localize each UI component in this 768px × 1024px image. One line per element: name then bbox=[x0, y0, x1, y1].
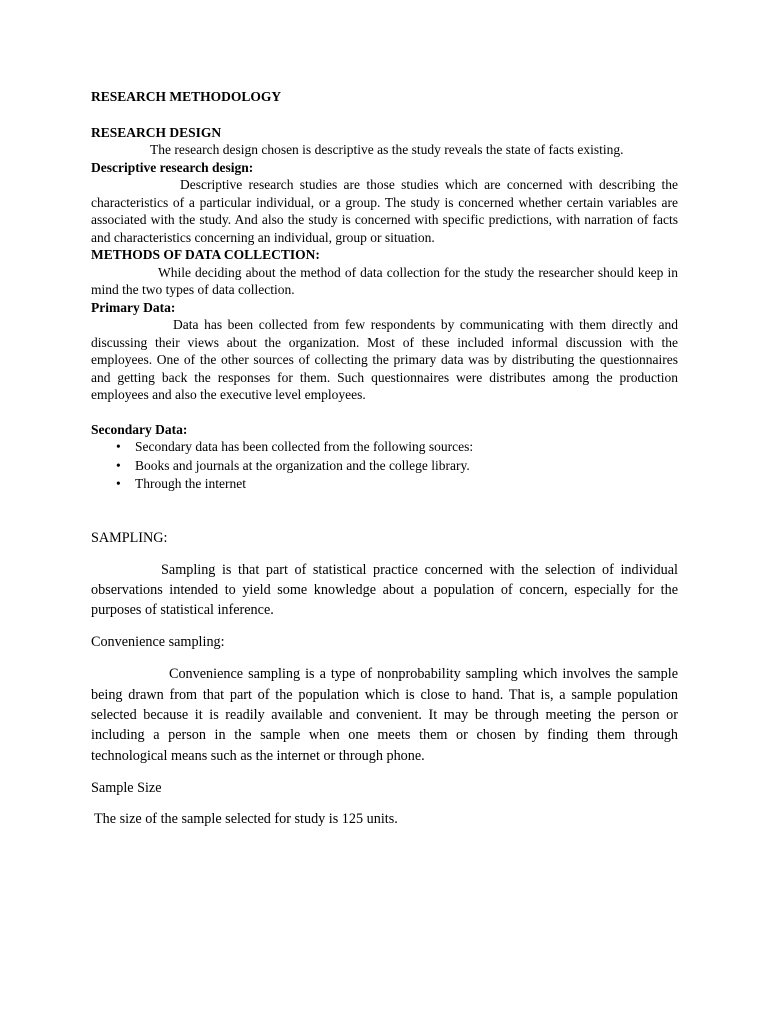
sample-size-heading: Sample Size bbox=[91, 779, 162, 796]
list-item: • Through the internet bbox=[91, 475, 678, 494]
research-design-heading: RESEARCH DESIGN bbox=[91, 124, 222, 140]
sampling-text: Sampling is that part of statistical practice concerned with the selection of individual observations intended to yield some knowledge about a population of concern, especially for the purposes of statistical inference. bbox=[91, 561, 678, 619]
sampling-heading: SAMPLING: bbox=[91, 529, 168, 546]
methods-text: While deciding about the method of data collection for the study the researcher should keep in mind the two types of data collection. bbox=[91, 264, 678, 297]
primary-text: Data has been collected from few respondents by communicating with them directly and discussing their views about the organization. Most of these included informal discussion with the employees. One of the other sources of collecting the primary data was by distributing the questionnaires and getting back the responses for them. Such questionnaires were distributes among the production employees and also the executive level employees. bbox=[91, 317, 678, 402]
sample-size-text: The size of the sample selected for study is 125 units. bbox=[94, 810, 398, 827]
convenience-heading: Convenience sampling: bbox=[91, 634, 225, 651]
list-item: • Secondary data has been collected from the following sources: bbox=[91, 438, 678, 457]
convenience-text: Convenience sampling is a type of nonprobability sampling which involves the sample being drawn from that part of the population which is close to hand. That is, a sample population selected because it is readily available and convenient. It may be through meeting the person or including a person in the sample when one meets them or chosen by finding them through technological means such as the internet or through phone. bbox=[91, 666, 678, 764]
doc-title: RESEARCH METHODOLOGY bbox=[91, 89, 282, 104]
list-item: • Books and journals at the organization and the college library. bbox=[91, 457, 678, 476]
research-design-text: The research design chosen is descriptive as the study reveals the state of facts existing. bbox=[150, 142, 624, 157]
secondary-sources-list bbox=[91, 438, 678, 494]
methods-heading: METHODS OF DATA COLLECTION: bbox=[91, 247, 320, 262]
secondary-heading: Secondary Data: bbox=[91, 421, 188, 437]
descriptive-text: Descriptive research studies are those studies which are concerned with describing the characteristics of a particular individual, or a group. The study is concerned whether certain variables are associated with the study. And also the study is concerned with specific predictions, with narration of facts and characteristics concerning an individual, group or situation. bbox=[91, 177, 678, 245]
primary-heading: Primary Data: bbox=[91, 299, 176, 315]
document-body bbox=[91, 88, 678, 829]
descriptive-heading: Descriptive research design: bbox=[91, 159, 254, 175]
